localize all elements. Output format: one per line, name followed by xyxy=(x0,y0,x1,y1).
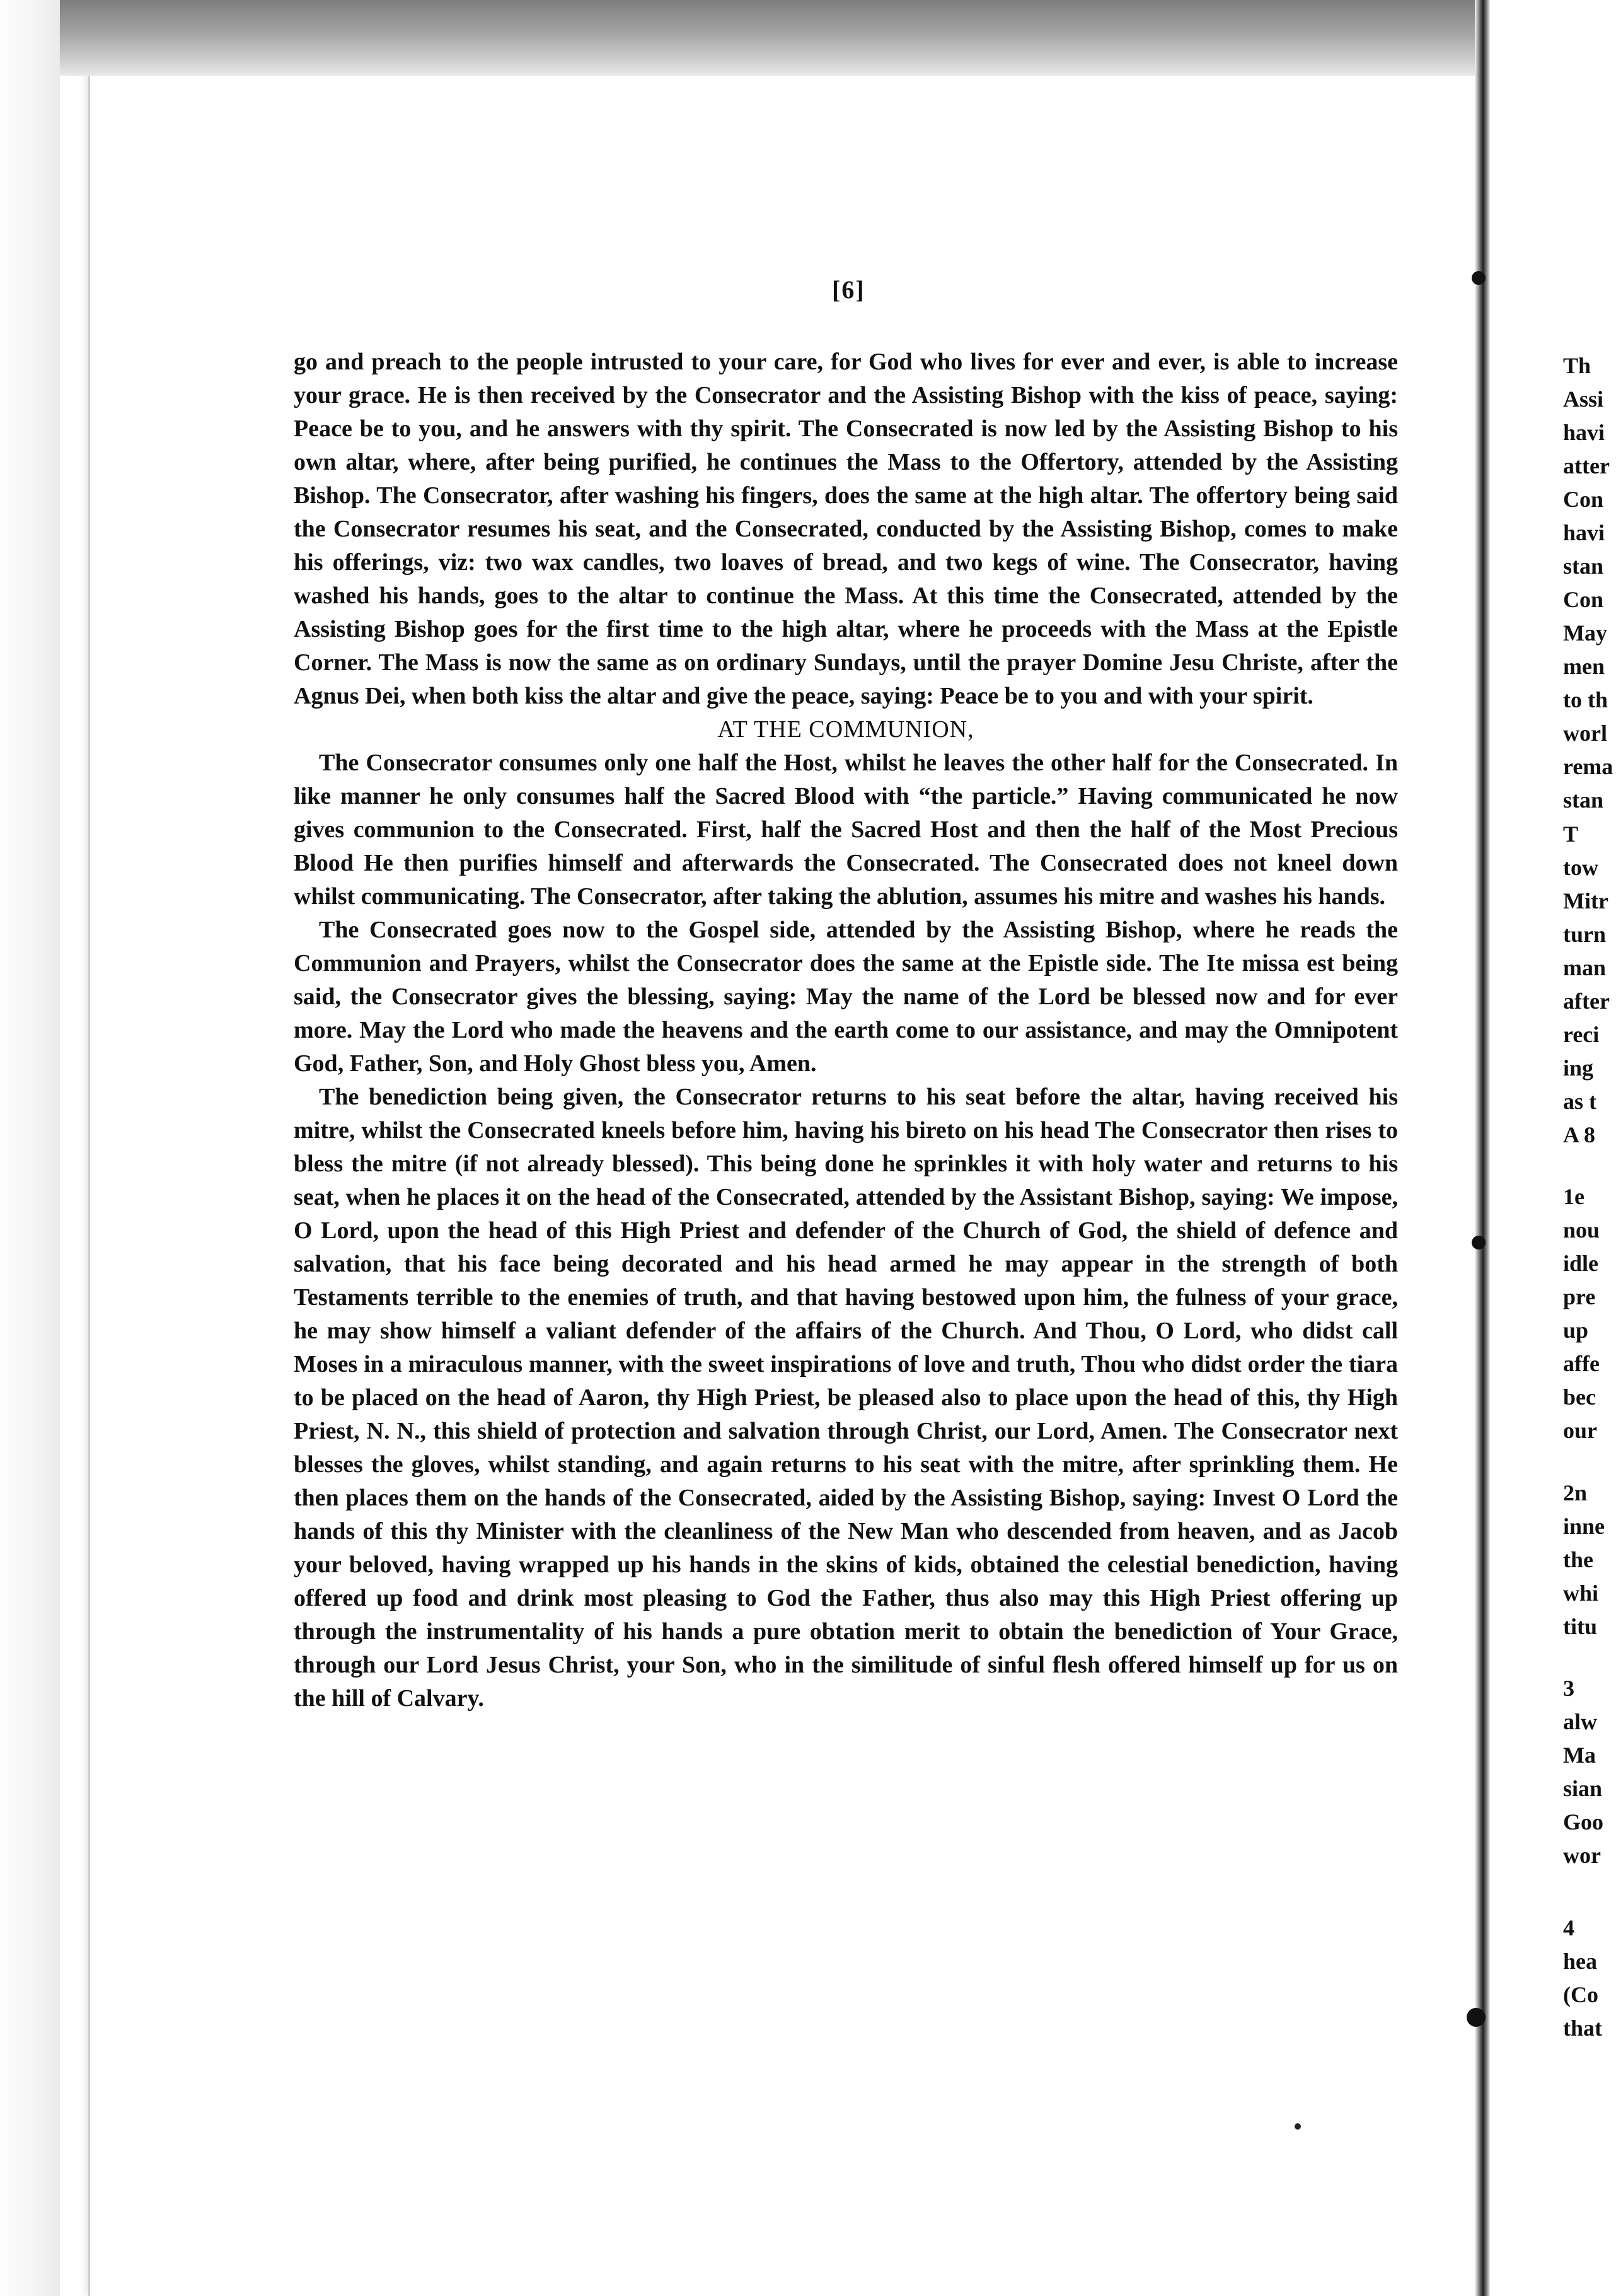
facing-page-fragment: as t xyxy=(1563,1089,1596,1114)
facing-page-fragment: havi xyxy=(1563,520,1605,545)
scan-left-edge xyxy=(0,0,60,2296)
facing-page-fragment: havi xyxy=(1563,420,1605,445)
facing-page-fragment: Con xyxy=(1563,587,1604,612)
facing-page-fragment: tow xyxy=(1563,855,1598,880)
page-number: [6] xyxy=(832,275,865,304)
facing-page-fragment: alw xyxy=(1563,1709,1597,1734)
facing-page-fragment: Con xyxy=(1563,487,1604,512)
facing-page-fragment: Mitr xyxy=(1563,888,1608,913)
facing-page-fragment: pre xyxy=(1563,1284,1596,1309)
facing-page-fragment: Assi xyxy=(1563,386,1604,412)
facing-page-fragment: affe xyxy=(1563,1351,1600,1376)
facing-page-fragment: that xyxy=(1563,2015,1602,2041)
facing-page-fragment: to th xyxy=(1563,687,1608,712)
facing-page-fragment: stan xyxy=(1563,787,1604,813)
facing-page-fragment: 4 xyxy=(1563,1915,1574,1940)
facing-page-fragment: the xyxy=(1563,1547,1593,1572)
facing-page-fragment: Goo xyxy=(1563,1809,1604,1835)
gutter-mark xyxy=(1467,2008,1486,2027)
paragraph: go and preach to the people intrusted to your care, for God who lives for ever and ever, is able to increase your grace. He is then received by the Consecrator and the Assisting Bishop with the kiss of peace, saying: Peace be to you, and he answers with thy spirit. The Consecrated is now led by the Assisting Bishop to his own altar, where, after being purified, he continues the Mass to the Offertory, attended by the Assisting Bishop. The Consecrator, after washing his fingers, does the same at the high altar. The offertory being said the Consecrator resumes his seat, and the Consecrated, conducted by the Assisting Bishop, comes to make his offerings, viz: two wax candles, two loaves of bread, and two kegs of wine. The Consecrator, having washed his hands, goes to the altar to continue the Mass. At this time the Consecrated, attended by the Assisting Bishop goes for the first time to the high altar, where he proceeds with the Mass at the Epistle Corner. The Mass is now the same as on ordinary Sundays, until the prayer Domine Jesu Christe, after the Agnus Dei, when both kiss the altar and give the peace, saying: Peace be to you and with your spirit. xyxy=(294,349,1398,709)
facing-page-fragment: up xyxy=(1563,1318,1589,1343)
facing-page-fragment: rema xyxy=(1563,754,1613,779)
ink-dot xyxy=(1295,2123,1301,2130)
scan-top-edge xyxy=(60,0,1484,76)
facing-page-fragment: A 8 xyxy=(1563,1122,1596,1147)
gutter-mark xyxy=(1472,1236,1486,1249)
facing-page-fragment: reci xyxy=(1563,1022,1600,1047)
gutter-mark xyxy=(1472,271,1486,285)
facing-page-fragment: wor xyxy=(1563,1843,1601,1868)
facing-page-fragment: ing xyxy=(1563,1055,1594,1081)
facing-page-fragment: (Co xyxy=(1563,1982,1598,2007)
facing-page-fragment: 2n xyxy=(1563,1480,1588,1505)
section-heading: AT THE COMMUNION, xyxy=(717,716,974,743)
facing-page-fragment: T xyxy=(1563,821,1579,847)
paragraph: The Consecrator consumes only one half the Host, whilst he leaves the other half for the Consecrated. In like manner he only consumes half the Sacred Blood with “the particle.” Having communicated he now gives communion to the Consecrated. First, half the Sacred Host and then the half of the Most Precious Blood He then purifies himself and afterwards the Consecrated. The Consecrated does not kneel down whilst communicating. The Consecrator, after taking the ablution, assumes his mitre and washes his hands. xyxy=(294,750,1398,910)
facing-page-fragment: sian xyxy=(1563,1776,1603,1801)
facing-page-fragment: turn xyxy=(1563,922,1607,947)
facing-page-fragment: whi xyxy=(1563,1580,1599,1606)
facing-page-fragment: hea xyxy=(1563,1949,1597,1974)
facing-page-fragment: Ma xyxy=(1563,1742,1596,1768)
facing-page-fragment: man xyxy=(1563,955,1607,980)
paragraph: The Consecrated goes now to the Gospel side, attended by the Assisting Bishop, where he reads the Communion and Prayers, whilst the Consecrator does the same at the Epistle side. The Ite missa est being said, the Consecrator gives the blessing, saying: May the name of the Lord be blessed now and for ever more. May the Lord who made the heavens and the earth come to our assistance, and may the Omnipotent God, Father, Son, and Holy Ghost bless you, Amen. xyxy=(294,917,1398,1077)
paragraph: The benediction being given, the Consecrator returns to his seat before the altar, having received his mitre, whilst the Consecrated kneels before him, having his bireto on his head The Consecrator then rises to bless the mitre (if not already blessed). This being done he sprinkles it with holy water and returns to his seat, when he places it on the head of the Consecrated, attended by the Assistant Bishop, saying: We impose, O Lord, upon the head of this High Priest and defender of the Church of God, the shield of defence and salvation, that his face being decorated and his head armed he may appear in the strength of both Testaments terrible to the enemies of truth, and that having bestowed upon him, the fulness of your grace, he may show himself a valiant defender of the affairs of the Church. And Thou, O Lord, who didst call Moses in a miraculous manner, with the sweet inspirations of love and truth, Thou who didst order the tiara to be placed on the head of Aaron, thy High Priest, be pleased also to place upon the head of this, thy High Priest, N. N., this shield of protection and salvation through Christ, our Lord, Amen. The Consecrator next blesses the gloves, whilst standing, and again returns to his seat with the mitre, after sprinkling them. He then places them on the hands of the Consecrated, aided by the Assisting Bishop, saying: Invest O Lord the hands of this thy Minister with the cleanliness of the New Man who descended from heaven, and as Jacob your beloved, having wrapped up his hands in the skins of kids, obtained the celestial benediction, having offered up food and drink most pleasing to God the Father, thus also may this High Priest offering up through the instrumentality of his hands a pure obtation merit to obtain the benediction of Your Grace, through our Lord Jesus Christ, your Son, who in the similitude of sinful flesh offered himself up for us on the hill of Calvary. xyxy=(294,1084,1398,1712)
facing-page-fragment: our xyxy=(1563,1418,1597,1443)
facing-page-fragment: men xyxy=(1563,654,1605,679)
book-gutter xyxy=(1475,0,1490,2296)
facing-page-fragment: atter xyxy=(1563,453,1610,478)
facing-page-fragment: inne xyxy=(1563,1514,1605,1539)
facing-page-fragment: 3 xyxy=(1563,1676,1574,1701)
facing-page xyxy=(1491,0,1616,2296)
facing-page-fragment: 1e xyxy=(1563,1184,1584,1209)
facing-page-fragment: Th xyxy=(1563,353,1591,378)
facing-page-fragment: after xyxy=(1563,989,1610,1014)
facing-page-fragment: stan xyxy=(1563,554,1604,579)
main-text xyxy=(294,345,1398,1715)
facing-page-fragment: May xyxy=(1563,620,1607,646)
facing-page-fragment: nou xyxy=(1563,1217,1600,1243)
facing-page-fragment: bec xyxy=(1563,1384,1596,1410)
facing-page-fragment: idle xyxy=(1563,1251,1599,1276)
facing-page-fragment: titu xyxy=(1563,1614,1597,1639)
facing-page-fragment: worl xyxy=(1563,721,1607,746)
